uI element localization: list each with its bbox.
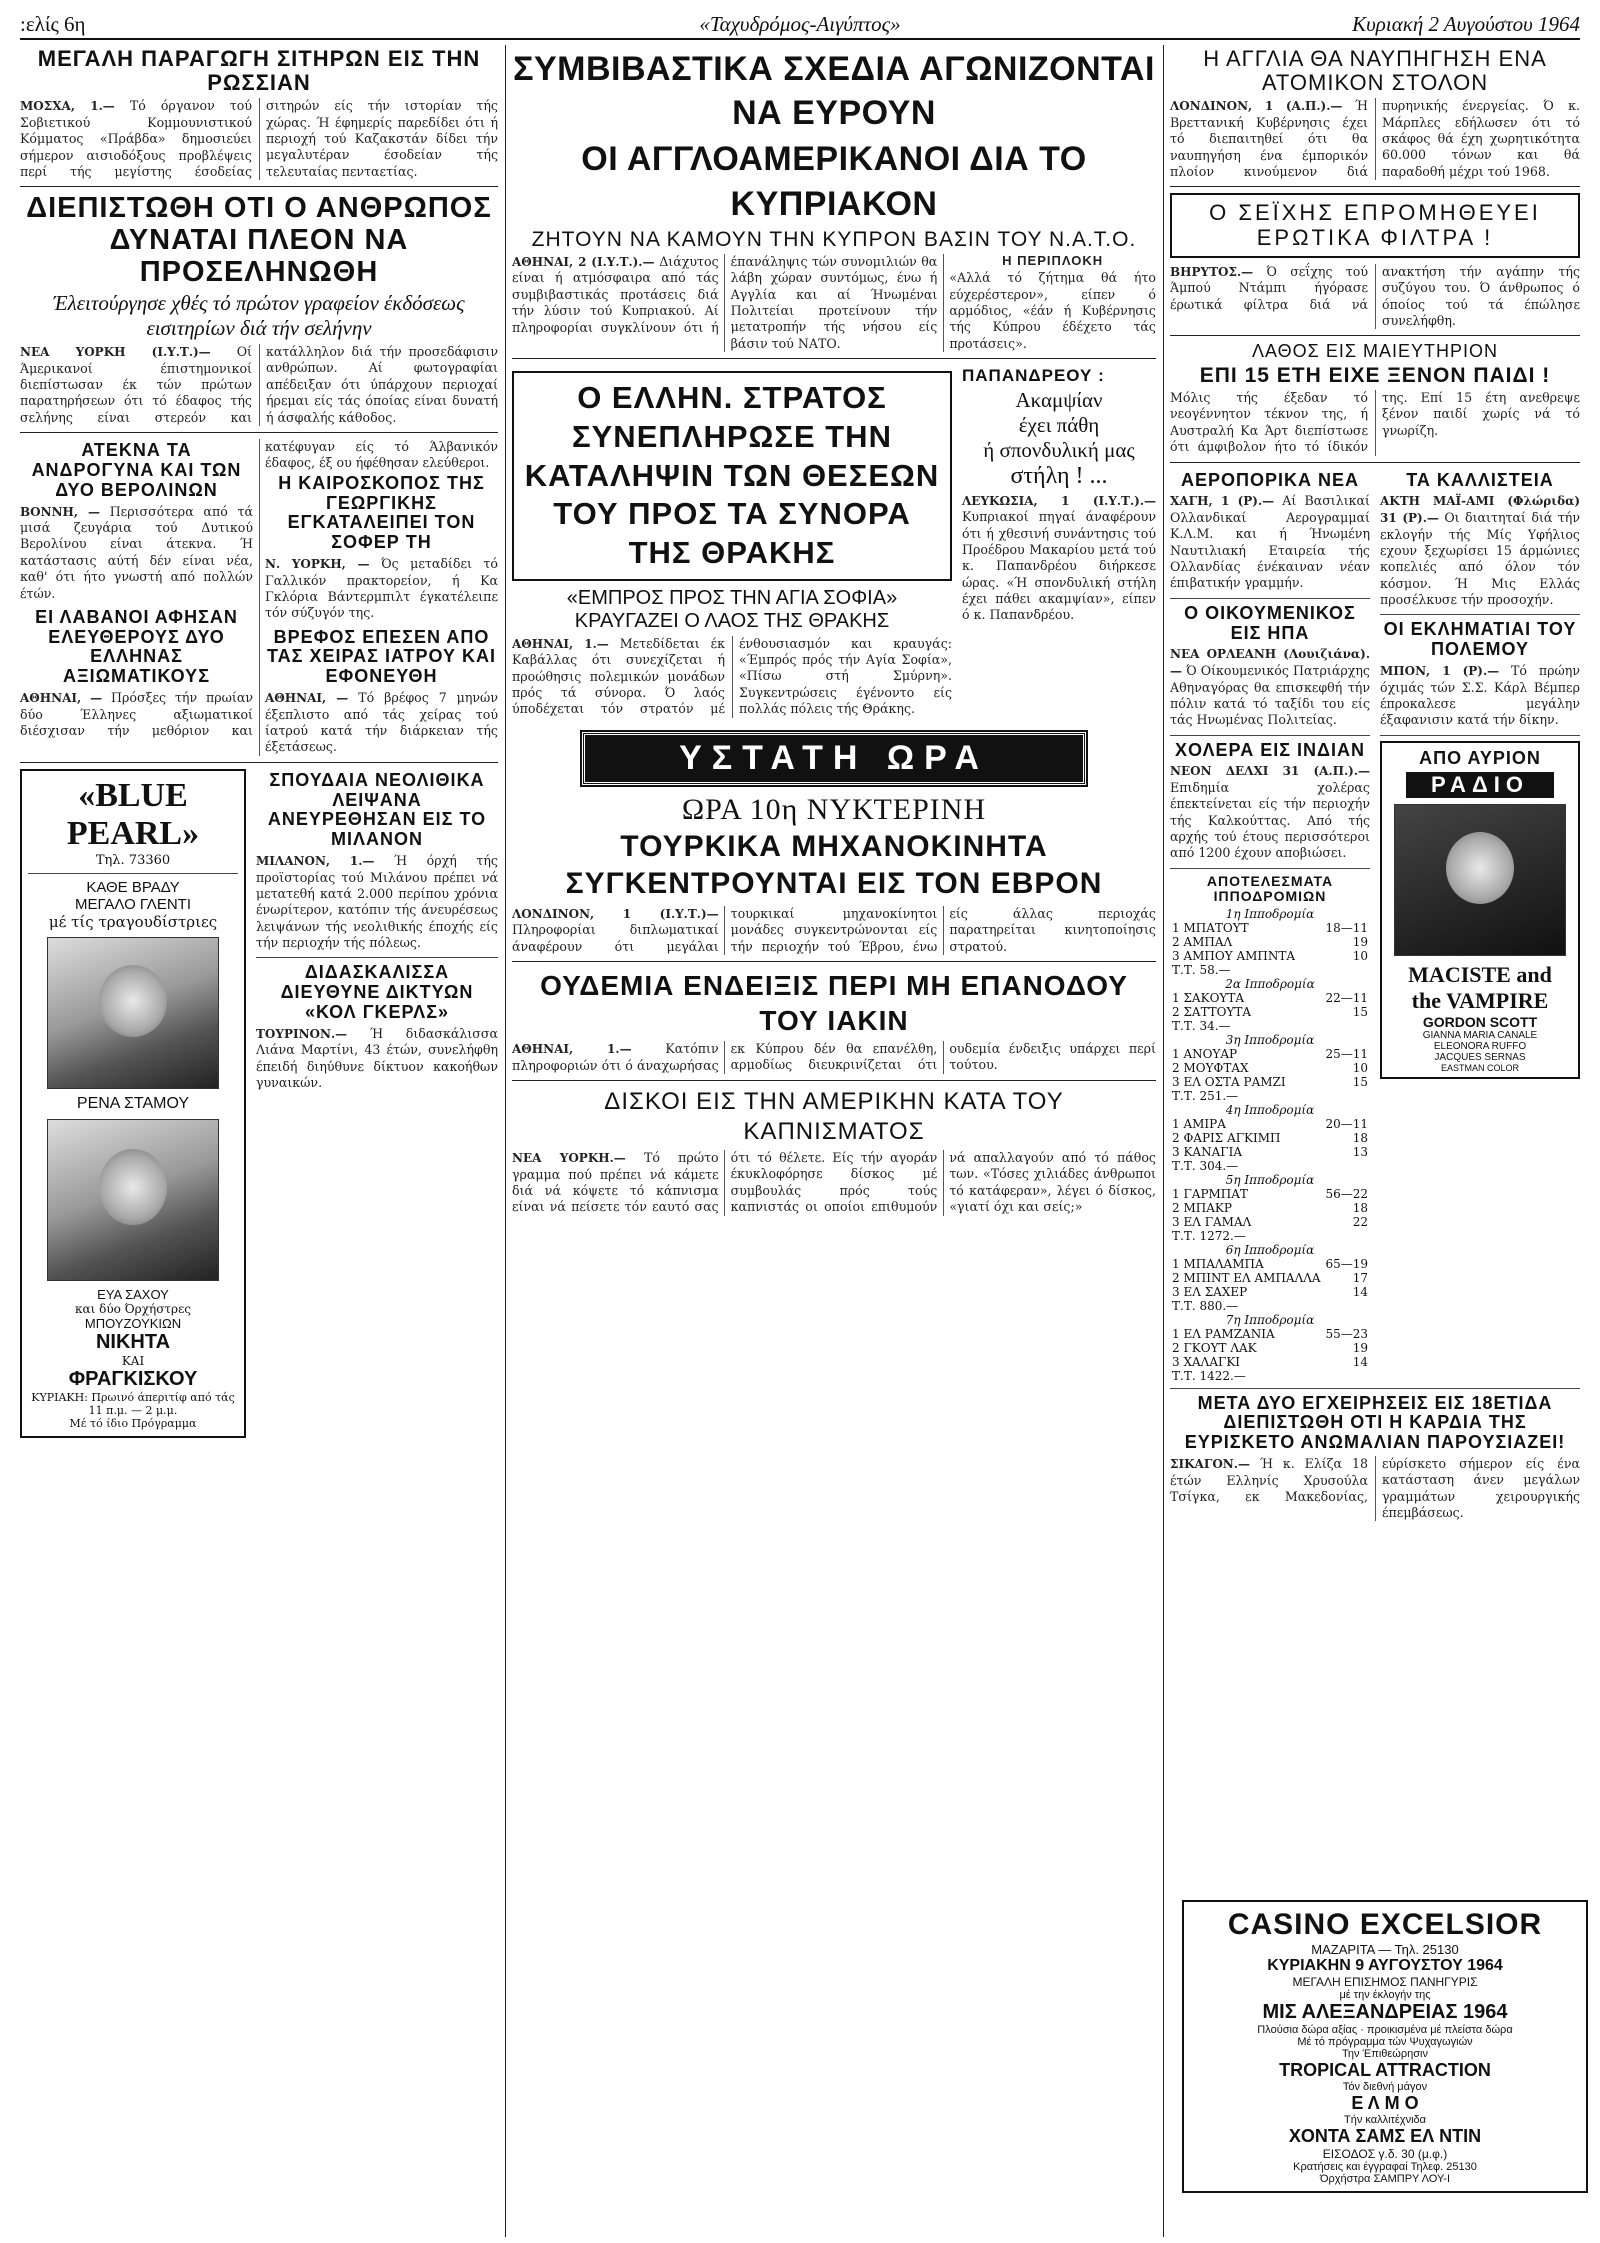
headline: Η ΑΓΓΛΙΑ ΘΑ ΝΑΥΠΗΓΗΣΗ ΕΝΑ ΑΤΟΜΙΚΟΝ ΣΤΟΛΟΝ xyxy=(1203,46,1547,96)
ad-line: μέ την xyxy=(1339,1989,1370,2001)
headline: Ο ΟΙΚΟΥΜΕΝΙΚΟΣ ΕΙΣ ΗΠΑ xyxy=(1184,602,1356,643)
table-row xyxy=(1170,1075,1370,1089)
ad-line: Τήν καλλιτέχνιδα xyxy=(1343,2114,1426,2126)
horse-name: 2 ΣΑΤΤΟΥΤΑ xyxy=(1172,1004,1252,1019)
column-rule xyxy=(1163,45,1164,2237)
ad-line: Την Έπιθεώρησιν xyxy=(1342,2048,1428,2060)
horse-name: 3 ΧΑΛΑΓΚΙ xyxy=(1172,1354,1241,1369)
table-row xyxy=(1170,1047,1370,1061)
table-row xyxy=(1170,1355,1370,1369)
payout: 14 xyxy=(1352,1284,1368,1299)
race-header xyxy=(1170,1313,1370,1327)
headline: στήλη ! ... xyxy=(1010,462,1108,489)
dateline: ΑΘΗΝΑΙ, — xyxy=(20,691,103,706)
singer-name: ΦΡΑΓΚΙΣΚΟΥ xyxy=(68,1367,198,1390)
payout: 22—11 xyxy=(1325,990,1368,1005)
table-row xyxy=(1170,1229,1370,1243)
dateline: ΒΗΡΥΤΟΣ.— xyxy=(1170,264,1254,279)
table-row xyxy=(1170,963,1370,977)
newspaper-title: «Ταχυδρόμος-Αιγύπτος» xyxy=(699,12,901,36)
headline: Η ΚΑΙΡΟΣΚΟΠΟΣ ΤΗΣ ΓΕΩΡΓΙΚΗΣ ΕΓΚΑΤΑΛΕΙΠΕΙ ΤΟΝ ΣΟΦΕΡ ΤΗ xyxy=(278,472,485,553)
ad-line: Τόν διεθνή μάγον xyxy=(1342,2081,1428,2093)
ad-line: ΜΕΓΑΛΟ ΓΛΕΝΤΙ xyxy=(74,895,191,913)
article-text: Ή διδασκάλισσα Λιάνα Μαρτίνι, 43 έτών, συνελήφθη έπειδή διηύθυνε δίκτυον κακοήθων γυναικών. xyxy=(256,1025,498,1091)
subheadline: Έλειτούργησε χθές τό πρώτον γραφείον έκδόσεως εισιτηρίων διά τήν σελήνην xyxy=(53,291,465,341)
casino-singer: ΧΟΝΤΑ ΣΑΜΣ ΕΛ ΝΤΙΝ xyxy=(1288,2126,1482,2146)
table-row xyxy=(1170,1369,1370,1383)
horse-name: 3 ΑΜΠΟΥ ΑΜΠΝΤΑ xyxy=(1172,948,1296,963)
article-war-criminals xyxy=(1380,620,1580,728)
payout xyxy=(1323,1019,1370,1033)
article-turkish xyxy=(512,828,1156,955)
article-childless xyxy=(20,441,253,602)
horse-name: 2 ΜΟΥΦΤΑΧ xyxy=(1172,1060,1249,1075)
dateline: ΒΟΝΝΗ, — xyxy=(20,504,100,519)
horse-name: 3 ΕΛ ΓΑΜΑΛ xyxy=(1172,1214,1252,1229)
table-row xyxy=(1170,1299,1370,1313)
horse-name: 1 ΑΝΟΥΑΡ xyxy=(1172,1046,1238,1061)
payout: 18 xyxy=(1352,1200,1368,1215)
article-papandreou xyxy=(962,365,1156,724)
ad-line: ΕΥΑ ΣΑΧΟΥ xyxy=(97,1286,169,1302)
table-row xyxy=(1170,1341,1370,1355)
article-cyprus xyxy=(512,47,1156,352)
horse-name: Τ.Τ. 251.— xyxy=(1172,1088,1239,1103)
payout: 19 xyxy=(1352,1340,1368,1355)
ad-line: και δύο Όρχήστρες xyxy=(74,1301,192,1316)
dateline: ΛΟΝΔΙΝΟΝ, 1 (Α.Π.).— xyxy=(1170,99,1343,114)
dateline: ΝΕΑ ΟΡΛΕΑΝΗ (Λουιζιάνα).— xyxy=(1170,647,1370,678)
casino-reservations: Κρατήσεις και έγγραφαί Τηλεφ. 25130 xyxy=(1293,2161,1477,2173)
race-title: 6η Ιπποδρομία xyxy=(1225,1242,1315,1257)
article-text: Αί Βασιλικαί Ολλανδικαί Αερογραμμαί Κ.Λ.Μ. και ή Ήνωμένη Ναυτιλιακή Εταιρεία τής Ολλανδίας ένέκαιναν νέαν έπιβατικήν γραμμήν. xyxy=(1170,493,1370,591)
masthead xyxy=(20,8,1580,40)
table-row xyxy=(1170,1159,1370,1173)
payout: 15 xyxy=(1352,1004,1368,1019)
horse-name: 2 ΑΜΠΑΛ xyxy=(1172,934,1233,949)
horse-name: Τ.Τ. 34.— xyxy=(1172,1018,1231,1033)
article-driver xyxy=(265,474,498,622)
headline: ΑΕΡΟΠΟΡΙΚΑ ΝΕΑ xyxy=(1180,469,1360,490)
table-row xyxy=(1170,1285,1370,1299)
table-row xyxy=(1170,1061,1370,1075)
table-row xyxy=(1170,1187,1370,1201)
singer-name: ΡΕΝΑ ΣΤΑΜΟΥ xyxy=(76,1094,190,1112)
table-row xyxy=(1170,935,1370,949)
dateline: ΧΑΓΗ, 1 (Ρ).— xyxy=(1170,494,1275,509)
payout: 56—22 xyxy=(1325,1186,1368,1201)
singer-photo xyxy=(47,1119,219,1281)
article-text: Τό πρώτο γραμμα πού πρέπει νά κάμετε διά νά κόψετε τό κάπνισμα είναι νά πείσετε τόν εαυτό σας ότι τό θέλετε. Είς τήν αγοράν έκυκλοφόρησε δίσκος μέ συμβουλάς πρός τούς καπνιστάς οι οποίοι επιθυμούν νά απαλλαγούν από τό πάθος των. «Τόσες χιλιάδες άνθρωποι τό κατάφεραν», λέγει ό δίσκος, «γιατί όχι και σείς;» xyxy=(512,1150,1156,1215)
race-header xyxy=(1170,977,1370,991)
article-text: Τό όργανον τού Σοβιετικού Κομμουνιστικού Κόμματος «Πράβδα» δημοσιεύει σήμερον αισιοδόξους προβλέψεις περί τής μεγίστης έσοδείας σιτηρών είς τήν ιστορίαν τής χώρας. Ή έφημερίς παρεδίδει ότι ή περιοχή τού Καζακστάν δίδει τήν μεγαλυτέραν έσοδείαν τής τελευταίας πενταετίας. xyxy=(20,98,498,180)
payout xyxy=(1323,1229,1370,1243)
horse-name: 2 ΓΚΟΥΤ ΛΑΚ xyxy=(1172,1340,1257,1355)
race-header xyxy=(1170,1173,1370,1187)
article-text: Ός μεταδίδει τό Γαλλικόν πρακτορείον, ή Κα Γκλόρια Βάντερμπιλτ έγκατέλειπε τόν σύζυγόν της. xyxy=(265,556,498,621)
article-text: Πρόσξες τήν πρωίαν δύο Έλληνες αξιωματικοί διέσχισαν τήν μεθόριον και κατέφυγαν είς τό Άλβανικόν έδαφος, έξ ου ήφέθησαν ελεύθεροι. xyxy=(20,439,498,739)
table-row xyxy=(1170,1117,1370,1131)
table-row xyxy=(1170,1327,1370,1341)
horse-name: Τ.Τ. 1272.— xyxy=(1172,1228,1246,1243)
payout xyxy=(1323,963,1370,977)
casino-name: CASINO EXCELSIOR xyxy=(1227,1908,1543,1941)
article-text: Ή κ. Ελίζα 18 έτών Ελληνίς Χρυσούλα Τσίγκα, εκ Μακεδονίας, εύρίσκετο σήμερον είς ένα κατάσταση άνεν μεγάλων γραμμάτων χειρουργικής έπεμβάσεως. xyxy=(1170,1455,1580,1521)
article-text: Ή όρχή τής προϊστορίας τού Μιλάνου πρέπει νά μετατεθή κατά 2.000 περίπου χρόνια ένωρίτερον, κατόπιν τής άνευρέσεως λειψάνων τής νεολιθικής έποχής είς τήν περιοχήν τής πόλεως. xyxy=(256,852,498,950)
headline: έχει πάθη xyxy=(1018,412,1100,437)
dateline: ΝΕΟΝ ΔΕΛΧΙ 31 (Α.Π.).— xyxy=(1170,764,1370,779)
dateline: ΜΙΛΑΝΟΝ, 1.— xyxy=(256,853,375,868)
headline: Ο ΣΕΪΧΗΣ ΕΠΡΟΜΗΘΕΥΕΙ ΕΡΩΤΙΚΑ ΦΙΛΤΡΑ ! xyxy=(1209,200,1541,250)
venue-name: «BLUE PEARL» xyxy=(66,776,200,852)
payout: 25—11 xyxy=(1325,1046,1368,1061)
ad-casino: CASINO EXCELSIOR ΜΑΖΑΡΙΤΑ — Τηλ. 25130 ΚΥΡΙΑΚΗΝ 9 ΑΥΓΟΥΣΤΟΥ 1964 ΜΕΓΑΛΗ ΕΠΙΣΗΜΟΣ ΠΑΝΗΓΥΡΙΣ μέ την έκλογήν της ΜΙΣ ΑΛΕΞΑΝΔΡΕΙΑΣ 1964 Πλούσια δώρα αξίας · προικισμένα μέ πλείστα δώρα Μέ τό πρόγραμμα τών Ψυχαγωγιών Την Έπιθεώρησιν TROPICAL ATTRACTION Τόν διεθνή μάγον Ε Λ Μ Ο Τήν καλλιτέχνιδα ΧΟΝΤΑ ΣΑΜΣ ΕΛ ΝΤΙΝ ΕΙΣΟΔΟΣ γ.δ. 30 (μ.φ.) Κρατήσεις και έγγραφαί Τηλεφ. 25130 Όρχήστρα ΣΑΜΠΡΥ ΛΟΥ-Ι xyxy=(1182,1900,1588,2193)
casino-band: Όρχήστρα ΣΑΜΠΡΥ ΛΟΥ-Ι xyxy=(1319,2173,1451,2185)
horse-name: 1 ΣΑΚΟΥΤΑ xyxy=(1172,990,1244,1005)
article-no-return xyxy=(512,968,1156,1074)
payout: 13 xyxy=(1352,1144,1368,1159)
actor: JACQUES SERNAS xyxy=(1434,1052,1526,1064)
article-wheat xyxy=(20,47,498,180)
horse-name: Τ.Τ. 880.— xyxy=(1172,1298,1239,1313)
table-row xyxy=(1170,1005,1370,1019)
page-number: :ελίς 6η xyxy=(20,12,86,36)
casino-entry: ΕΙΣΟΔΟΣ γ.δ. 30 (μ.φ.) xyxy=(1322,2147,1448,2161)
article-text: Κυπριακοί πηγαί άναφέρουν ότι ή χθεσινή συνάντησις τού Προέδρου Μακαρίου μετά τού κ. Παπανδρέου διήρκεσε ώρας. «Ή σπονδυλική στήλη έχει πάθει ακαμψίαν», είπεν ό κ. Παπανδρέου. xyxy=(962,509,1156,623)
horse-name: 2 ΜΠΑΚΡ xyxy=(1172,1200,1232,1215)
casino-place: ΜΑΖΑΡΙΤΑ — Τηλ. 25130 xyxy=(1311,1942,1459,1957)
table-row xyxy=(1170,1145,1370,1159)
article-text: Ή Βρεττανική Κυβέρνησις έχει τό διεπαιτηθεί ότι θα ναυπηγήση ένα έμπορικόν πλοίον κινούμενον διά πυρηνικής ένεργείας. Ό κ. Μάρπλες εδήλωσεν ότι τό σκάφος θά έχη χωρητικότητα 60.000 τόνων και θά παραδοθή μέχρι τού 1968. xyxy=(1170,98,1580,180)
short-articles xyxy=(20,439,498,756)
film-title: MACISTE and xyxy=(1408,962,1552,988)
headline: ΜΕΓΑΛΗ ΠΑΡΑΓΩΓΗ ΣΙΤΗΡΩΝ ΕΙΣ ΤΗΝ ΡΩΣΣΙΑΝ xyxy=(37,46,481,96)
headline: Ο ΕΛΛΗΝ. ΣΤΡΑΤΟΣ ΣΥΝΕΠΛΗΡΩΣΕ ΤΗΝ ΚΑΤΑΛΗΨΙΝ ΤΩΝ ΘΕΣΕΩΝ ΤΟΥ ΠΡΟΣ ΤΑ ΣΥΝΟΡΑ ΤΗΣ ΘΡΑΚΗΣ xyxy=(524,380,940,570)
article-beauty xyxy=(1380,471,1580,609)
race-header xyxy=(1170,907,1370,921)
article-thrace xyxy=(512,365,952,724)
horse-name: 3 ΕΛ ΟΣΤΑ ΡΑΜΖΙ xyxy=(1172,1074,1286,1089)
headline: ΤΟΥΡΚΙΚΑ ΜΗΧΑΝΟΚΙΝΗΤΑ ΣΥΓΚΕΝΤΡΟΥΝΤΑΙ ΕΙΣ ΤΟΝ ΕΒΡΟΝ xyxy=(565,829,1103,901)
article-aviation xyxy=(1170,471,1370,592)
headline: ή σπονδυλική μας xyxy=(983,437,1135,462)
horse-name: 1 ΑΜΙΡΑ xyxy=(1172,1116,1226,1131)
dateline: ΜΠΟΝ, 1 (Ρ).— xyxy=(1380,663,1500,678)
horse-name: Τ.Τ. 58.— xyxy=(1172,962,1231,977)
article-cholera xyxy=(1170,741,1370,862)
casino-show: TROPICAL ATTRACTION xyxy=(1279,2060,1491,2080)
article-text: Τό βρέφος 7 μηνών έξεπλιστο από τάς χείρας τού ίατρού κατά τήν διάρκειαν τής έξετάσεως. xyxy=(265,690,498,755)
horse-name: Τ.Τ. 1422.— xyxy=(1172,1368,1246,1383)
table-row xyxy=(1170,921,1370,935)
ad-line: Μέ τό πρόγραμμα τών Ψυχαγωγιών xyxy=(1297,2036,1473,2048)
dateline: ΣΙΚΑΓΟΝ.— xyxy=(1170,1456,1250,1471)
film-title: the VAMPIRE xyxy=(1411,988,1549,1014)
payout xyxy=(1323,1299,1370,1313)
ad-line: Μέ τό ίδιο Πρόγραμμα xyxy=(69,1416,197,1430)
headline: ΒΡΕΦΟΣ ΕΠΕΣΕΝ ΑΠΟ ΤΑΣ ΧΕΙΡΑΣ ΙΑΤΡΟΥ ΚΑΙ ΕΦΟΝΕΥΘΗ xyxy=(267,626,496,687)
payout: 65—19 xyxy=(1325,1256,1368,1271)
article-text: Οί Άμερικανοί έπιστημονικοί διεπίστωσαν έκ τών πρώτων παρατηρήσεων ότι τό έδαφος τής σελήνης είναι στερεόν και κατάλληλον διά τήν προσεδάφισιν ανθρώπων. Αί φωτογραφίαι απέδειξαν ότι ύπάρχουν περιοχαί ήρεμαι είς τάς όποίας είναι δυνατή ή άσφαλής κάθοδος. xyxy=(20,344,498,425)
article-text: Κατόπιν πληροφοριών ότι ό άναχωρήσας εκ Κύπρου δέν θα επανέλθη, αρμοδίως διευκρινίζεται ότι ουδεμία ένδειξις υπάρχει περί τούτου. xyxy=(512,1041,1156,1073)
horse-name: Τ.Τ. 304.— xyxy=(1172,1158,1239,1173)
article-text: Περισσότερα από τά μισά ζευγάρια τού Δυτικού Βερολίνου είναι άτεκνα. Ή κατάστασις αύτή δέν είναι νέα, καθ' ότι ήτο γνωστή από πολλών έτών. xyxy=(20,503,253,601)
dateline: ΑΘΗΝΑΙ, 1.— xyxy=(512,1042,632,1057)
horse-name: 3 ΕΛ ΣΑΧΕΡ xyxy=(1172,1284,1248,1299)
dateline: ΑΚΤΗ ΜΑΪ-ΑΜΙ (Φλώριδα) 31 (Ρ).— xyxy=(1380,494,1580,525)
dateline: ΝΕΑ ΥΟΡΚΗ (Ι.Υ.Τ.)— xyxy=(20,345,211,360)
table-row xyxy=(1170,1201,1370,1215)
ad-line: προικισμένα μέ πλείστα δώρα xyxy=(1366,2024,1513,2036)
race-header xyxy=(1170,1033,1370,1047)
article-neolithic xyxy=(256,771,498,952)
payout: 18—11 xyxy=(1325,920,1368,935)
table-row xyxy=(1170,991,1370,1005)
race-title: 7η Ιπποδρομία xyxy=(1225,1312,1315,1327)
headline: ΕΠΙ 15 ΕΤΗ ΕΙΧΕ ΞΕΝΟΝ ΠΑΙΔΙ ! xyxy=(1199,364,1551,388)
hour-banner: ΩΡΑ 10η ΝΥΚΤΕΡΙΝΗ xyxy=(681,792,987,826)
horse-name: 1 ΕΛ ΡΑΜΖΑΝΙΑ xyxy=(1172,1326,1275,1341)
subhead: Η ΠΕΡΙΠΛΟΚΗ xyxy=(1002,252,1104,268)
headline: Ακαμψίαν xyxy=(1015,387,1103,412)
article-text: Ό σεΐχης τού Άμπού Ντάμπι ήγόρασε έρωτικά φίλτρα διά νά ανακτήση τήν αγάπην τής συζύγου του. Ό άνθρωπος ό όποίος τού τά έπώλησε συνελήφθη. xyxy=(1170,263,1580,328)
results-title: ΑΠΟΤΕΛΕΣΜΑΤΑ ΙΠΠΟΔΡΟΜΙΩΝ xyxy=(1206,872,1334,905)
last-hour-banner: ΥΣΤΑΤΗ ΩΡΑ xyxy=(582,732,1086,785)
article-text: Διάχυτος είναι ή ατμόσφαιρα από τάς συμβιβαστικάς προτάσεις διά τήν λύσιν τού Κυπριακού. Αί πληροφορίαι συγκλίνουν ότι ή έπανάληψις τών συνομιλιών θα λάβη χώραν συντόμως, ένω ή Αγγλία και αί Ήνωμέναι Πολιτείαι προτείνουν τήν μετατροπήν τής νήσου είς βάσιν τού ΝΑΤΟ. xyxy=(512,253,938,351)
table-row xyxy=(1170,1271,1370,1285)
article-text: Ό Οίκουμενικός Πατριάρχης Αθηναγόρας θα επισκεφθή τήν πόλιν κατά τό ταξίδι του είς τάς Ηνωμένας Πολιτείας. xyxy=(1170,662,1370,728)
casino-magician: Ε Λ Μ Ο xyxy=(1351,2093,1419,2113)
article-heart-surgery xyxy=(1170,1394,1580,1522)
article-patriarch xyxy=(1170,604,1370,729)
film-poster-photo xyxy=(1394,804,1566,956)
singer-name: ΝΙΚΗΤΑ xyxy=(95,1330,171,1353)
headline: ΧΟΛΕΡΑ ΕΙΣ ΙΝΔΙΑΝ xyxy=(1175,739,1365,760)
dateline: ΑΘΗΝΑΙ, 2 (Ι.Υ.Τ.).— xyxy=(512,254,655,269)
table-row xyxy=(1170,1215,1370,1229)
singer-photo xyxy=(47,937,219,1089)
dateline: ΛΟΝΔΙΝΟΝ, 1 (Ι.Υ.Τ.)— xyxy=(512,906,719,921)
dateline: ΤΟΥΡΙΝΟΝ.— xyxy=(256,1026,348,1041)
payout: 10 xyxy=(1352,948,1368,963)
actor: GORDON SCOTT xyxy=(1422,1014,1538,1031)
table-row xyxy=(1170,1131,1370,1145)
kicker: ΛΑΘΟΣ ΕΙΣ ΜΑΙΕΥΤΗΡΙΟΝ xyxy=(1252,341,1498,362)
dateline: ΑΘΗΝΑΙ, 1.— xyxy=(512,636,609,651)
table-row xyxy=(1170,1257,1370,1271)
payout: 18 xyxy=(1352,1130,1368,1145)
article-text: Πληροφορίαι διπλωματικαί άναφέρουν ότι μεγάλαι τουρκικαί μηχανοκίνητοι μονάδες συγκεντρώνονται είς τήν περιοχήν τού Έβρου, ένω είς άλλας περιοχάς παρατηρείται κινητοποίησις στρατού. xyxy=(512,905,1156,954)
banner-headline: ΣΥΜΒΙΒΑΣΤΙΚΑ ΣΧΕΔΙΑ ΑΓΩΝΙΖΟΝΤΑΙ ΝΑ ΕΥΡΟΥΝ xyxy=(513,50,1155,133)
headline: ΔΙΔΑΣΚΑΛΙΣΣΑ ΔΙΕΥΘΥΝΕ ΔΙΚΤΥΩΝ «ΚΟΛ ΓΚΕΡΛΣ» xyxy=(280,962,474,1022)
payout xyxy=(1323,1089,1370,1103)
article-teacher xyxy=(256,963,498,1091)
horse-name: 2 ΦΑΡΙΣ ΑΓΚΙΜΠ xyxy=(1172,1130,1281,1145)
column-rule xyxy=(505,45,506,2237)
issue-date: Κυριακή 2 Αυγούστου 1964 xyxy=(1352,12,1580,36)
headline: ΜΕΤΑ ΔΥΟ ΕΓΧΕΙΡΗΣΕΙΣ ΕΙΣ 18ΕΤΙΔΑ ΔΙΕΠΙΣΤΩΘΗ ΟΤΙ Η ΚΑΡΔΙΑ ΤΗΣ ΕΥΡΙΣΚΕΤΟ ΑΝΩΜΑΛΙΑΝ ΠΑΡΟΥΣΙΑΖΕΙ! xyxy=(1184,1392,1566,1453)
article-moon xyxy=(20,193,498,426)
payout: 55—23 xyxy=(1325,1326,1368,1341)
ad-line: ΚΑΙ xyxy=(121,1353,145,1368)
race-title: 5η Ιπποδρομία xyxy=(1225,1172,1315,1187)
race-title: 2α Ιπποδρομία xyxy=(1225,976,1315,991)
ad-line: μέ τίς τραγουδίστριες xyxy=(48,912,218,931)
payout: 22 xyxy=(1352,1214,1368,1229)
subheadline: ΖΗΤΟΥΝ ΝΑ ΚΑΜΟΥΝ ΤΗΝ ΚΥΠΡΟΝ ΒΑΣΙΝ ΤΟΥ Ν.Α.Τ.Ο. xyxy=(531,227,1137,251)
results-table xyxy=(1170,907,1370,1383)
payout xyxy=(1323,1159,1370,1173)
ad-line: ΜΠΟΥΖΟΥΚΙΩΝ xyxy=(84,1315,182,1331)
race-results xyxy=(1170,874,1370,1383)
race-title: 3η Ιπποδρομία xyxy=(1225,1032,1315,1047)
column-left xyxy=(20,45,498,2237)
article-text: Επιδημία χολέρας έπεκτείνεται είς τήν περιοχήν τής Καλκούττας. Από τής αρχής τού έτους περισσότεροι από 1200 έχουν αποβιώσει. xyxy=(1170,779,1370,861)
ad-heading: ΑΠΟ ΑΥΡΙΟΝ xyxy=(1419,747,1541,768)
payout xyxy=(1323,1369,1370,1383)
ad-blue-pearl xyxy=(20,769,246,1438)
ad-line: έκλογήν της xyxy=(1372,1989,1431,2001)
dateline: ΝΕΑ ΥΟΡΚΗ.— xyxy=(512,1151,626,1166)
horse-name: 1 ΜΠΑΤΟΥΤ xyxy=(1172,920,1249,935)
article-smoking xyxy=(512,1087,1156,1216)
column-center xyxy=(512,45,1156,2237)
race-title: 4η Ιπποδρομία xyxy=(1225,1102,1315,1117)
horse-name: 1 ΜΠΑΛΑΜΠΑ xyxy=(1172,1256,1264,1271)
venue-phone: Τηλ. 73360 xyxy=(95,852,171,868)
casino-date: ΚΥΡΙΑΚΗΝ 9 ΑΥΓΟΥΣΤΟΥ 1964 xyxy=(1267,1957,1503,1974)
headline: ΟΥΔΕΜΙΑ ΕΝΔΕΙΞΙΣ ΠΕΡΙ ΜΗ ΕΠΑΝΟΔΟΥ ΤΟΥ ΙΑΚΙΝ xyxy=(540,970,1128,1037)
cinema-name: ΡΑΔΙΟ xyxy=(1406,772,1554,798)
dateline: ΑΘΗΝΑΙ, — xyxy=(265,691,349,706)
payout: 20—11 xyxy=(1325,1116,1368,1131)
horse-name: 1 ΓΑΡΜΠΑΤ xyxy=(1172,1186,1248,1201)
article-atomic-fleet xyxy=(1170,47,1580,180)
article-text: Τό πρώην όχιμάς τών Σ.Σ. Κάρλ Βέμπερ έπροκαλεσε μεγάλην έξαφανισιν κατά τήν δίκην. xyxy=(1380,662,1580,728)
film-process: EASTMAN COLOR xyxy=(1440,1063,1519,1074)
table-row xyxy=(1170,949,1370,963)
ad-line: Πλούσια δώρα αξίας xyxy=(1257,2024,1358,2036)
headline: ΤΑ ΚΑΛΛΙΣΤΕΙΑ xyxy=(1406,469,1554,490)
headline: ΕΙ ΛΑΒΑΝΟΙ ΑΦΗΣΑΝ ΕΛΕΥΘΕΡΟΥΣ ΔΥΟ ΕΛΛΗΝΑΣ ΑΞΙΩΜΑΤΙΚΟΥΣ xyxy=(35,606,238,687)
dateline: ΛΕΥΚΩΣΙΑ, 1 (Ι.Υ.Τ.).— xyxy=(962,493,1156,508)
article-baby xyxy=(265,628,498,756)
ad-cinema xyxy=(1380,741,1580,1080)
actor: GIANNA MARIA CANALE xyxy=(1422,1030,1538,1042)
article-text: Μετεδίδεται έκ Καβάλλας ότι συνεχίζεται ή προώθησις πολεμικών μονάδων πρός τά σύνορα. Ό λαός ύποδέχεται τόν στρατόν μέ ένθουσιασμόν και κραυγάς: «Έμπρός πρός τήν Αγία Σοφία», «Πίσω στή Σμύρνη». Συγκεντρώσεις έγένοντο είς πολλάς πόλεις τής Θράκης. xyxy=(512,635,952,717)
payout: 15 xyxy=(1352,1074,1368,1089)
payout: 19 xyxy=(1352,934,1368,949)
race-header xyxy=(1170,1243,1370,1257)
article-maternity xyxy=(1170,342,1580,455)
article-text: «Αλλά τό ζήτημα θά ήτο εύχερέστερον», είπεν ό αρμόδιος, «έάν ή Κυβέρνησις τής Κύπρου έδέχετο τάς προτάσεις». xyxy=(949,270,1156,351)
race-header xyxy=(1170,1103,1370,1117)
race-title: 1η Ιπποδρομία xyxy=(1225,906,1315,921)
article-text: Οι διαιτηταί διά τήν εκλογήν τής Μίς Υφήλιος εχουν ξεχωρίσει 15 άρμώνιες κοπελιές από όλον τόν κόσμον. Ή Μις Ελλάς προσέλκυσε τήν προσοχήν. xyxy=(1380,509,1580,607)
horse-name: 3 ΚΑΝΑΓΙΑ xyxy=(1172,1144,1242,1159)
ad-line: ΚΥΡΙΑΚΗ: Πρωινό άπεριτίφ από τάς 11 π.μ. — 2 μ.μ. xyxy=(31,1390,235,1417)
actor: ELEONORA RUFFO xyxy=(1433,1041,1527,1053)
casino-miss: ΜΙΣ ΑΛΕΞΑΝΔΡΕΙΑΣ 1964 xyxy=(1262,2001,1508,2023)
headline: ΟΙ ΕΚΛΗΜΑΤΙΑΙ ΤΟΥ ΠΟΛΕΜΟΥ xyxy=(1383,619,1577,660)
headline: ΔΙΕΠΙΣΤΩΘΗ ΟΤΙ Ο ΑΝΘΡΩΠΟΣ ΔΥΝΑΤΑΙ ΠΛΕΟΝ ΝΑ ΠΡΟΣΕΛΗΝΩΘΗ xyxy=(26,192,492,289)
subheadline: «ΕΜΠΡΟΣ ΠΡΟΣ ΤΗΝ ΑΓΙΑ ΣΟΦΙΑ» ΚΡΑΥΓΑΖΕΙ Ο ΛΑΟΣ ΤΗΣ ΘΡΑΚΗΣ xyxy=(566,586,898,632)
article-text: Μόλις τής έξεδαν τό νεογέννητον τέκνον της, ή Αυστραλή Κα Άρτ διεπίστωσε ότι άμφιβολον ήτο τό ίδικόν της. Επί 15 έτη ανεθρεψε ξένον παιδί χωρίς νά τό γνωρίζη. xyxy=(1170,390,1580,455)
headline: ΠΑΠΑΝΔΡΕΟΥ : xyxy=(962,366,1105,385)
payout: 10 xyxy=(1352,1060,1368,1075)
payout: 14 xyxy=(1352,1354,1368,1369)
dateline: Ν. ΥΟΡΚΗ, — xyxy=(265,557,370,572)
ad-line: ΚΑΘΕ ΒΡΑΔΥ xyxy=(86,878,180,896)
headline: ΣΠΟΥΔΑΙΑ ΝΕΟΛΙΘΙΚΑ ΛΕΙΨΑΝΑ ΑΝΕΥΡΕΘΗΣΑΝ ΕΙΣ ΤΟ ΜΙΛΑΝΟΝ xyxy=(267,769,487,850)
horse-name: 2 ΜΠΙΝΤ ΕΛ ΑΜΠΑΛΛΑ xyxy=(1172,1270,1321,1285)
article-sheikh xyxy=(1170,193,1580,329)
table-row xyxy=(1170,1089,1370,1103)
payout: 17 xyxy=(1352,1270,1368,1285)
table-row xyxy=(1170,1019,1370,1033)
banner-headline: ΟΙ ΑΓΓΛΟΑΜΕΡΙΚΑΝΟΙ ΔΙΑ ΤΟ ΚΥΠΡΙΑΚΟΝ xyxy=(581,140,1087,223)
casino-event: ΜΕΓΑΛΗ ΕΠΙΣΗΜΟΣ ΠΑΝΗΓΥΡΙΣ xyxy=(1292,1975,1478,1989)
dateline: ΜΟΣΧΑ, 1.— xyxy=(20,99,115,114)
headline: ΑΤΕΚΝΑ ΤΑ ΑΝΔΡΟΓΥΝΑ ΚΑΙ ΤΩΝ ΔΥΟ ΒΕΡΟΛΙΝΩΝ xyxy=(31,440,242,500)
headline: ΔΙΣΚΟΙ ΕΙΣ ΤΗΝ ΑΜΕΡΙΚΗΝ ΚΑΤΑ ΤΟΥ ΚΑΠΝΙΣΜΑΤΟΣ xyxy=(604,1088,1064,1146)
